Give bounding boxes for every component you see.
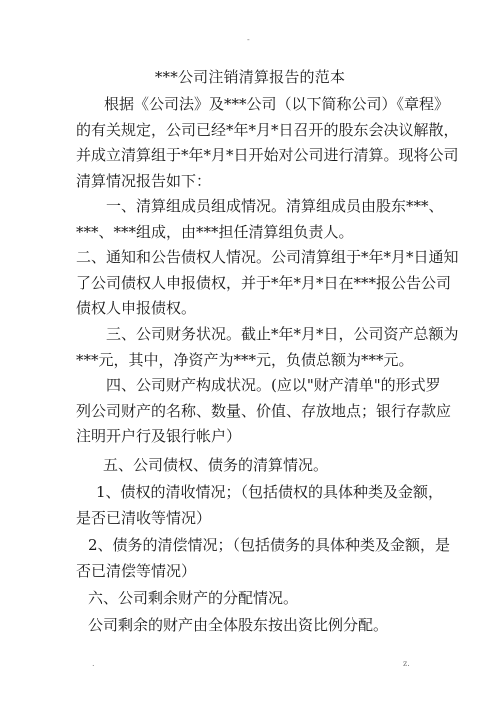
section-6-heading <box>88 586 298 612</box>
intro-line-4: 清算情况报告如下： <box>76 171 212 190</box>
section-5-line-1: 五、公司债权、债务的清算情况。 <box>103 456 329 474</box>
section-1-paragraph <box>76 194 444 245</box>
closing-paragraph <box>88 613 388 639</box>
section-2-line-2: 了公司债权人申报债权，并于*年*月*日在***报公告公司 <box>76 273 452 292</box>
section-1-line-1: 一、清算组成员组成情况。清算组成员由股东***、 <box>106 197 444 215</box>
document-title: ***公司注销清算报告的范本 <box>154 68 346 86</box>
item-1-line-2: 是否已清收等情况） <box>76 508 212 527</box>
item-2-paragraph <box>76 533 450 584</box>
section-2-line-1: 二、通知和公告债权人情况。公司清算组于*年*月*日通知 <box>76 248 459 266</box>
intro-line-2: 的有关规定，公司已经*年*月*日召开的股东会决议解散， <box>76 120 459 139</box>
section-3-line-1: 三、公司财务状况。截止*年*月*日，公司资产总额为 <box>106 325 459 343</box>
section-6-line-1: 六、公司剩余财产的分配情况。 <box>88 589 299 607</box>
top-page-mark: - <box>247 35 250 44</box>
intro-line-1: 根据《公司法》及***公司（以下简称公司）《章程》 <box>104 95 450 113</box>
closing-line-1: 公司剩余的财产由全体股东按出资比例分配。 <box>88 616 389 634</box>
item-1-paragraph <box>76 480 443 531</box>
bottom-left-page-mark: . <box>92 659 95 668</box>
section-2-paragraph <box>76 245 459 322</box>
item-1-line-1: 1、债权的清收情况；（包括债权的具体种类及金额， <box>96 483 444 501</box>
section-2-line-3: 债权人申报债权。 <box>76 299 197 317</box>
section-4-line-1: 四、公司财产构成状况。(应以"财产清单"的形式罗 <box>106 376 441 394</box>
section-3-paragraph <box>76 322 459 373</box>
section-1-line-2: ***、***组成，由***担任清算组负责人。 <box>76 222 354 241</box>
section-4-paragraph <box>76 373 451 450</box>
section-4-line-3: 注明开户行及银行帐户） <box>76 427 242 445</box>
section-5-heading <box>103 453 328 479</box>
section-4-line-2: 列公司财产的名称、数量、价值、存放地点；银行存款应 <box>76 401 452 420</box>
item-2-line-1: 2、债务的清偿情况；（包括债务的具体种类及金额，是 <box>88 536 451 554</box>
item-2-line-2: 否已清偿等情况） <box>76 561 197 580</box>
bottom-right-page-mark: z. <box>403 659 410 668</box>
intro-paragraph <box>76 92 459 194</box>
intro-line-3: 并成立清算组于*年*月*日开始对公司进行清算。现将公司 <box>76 146 459 164</box>
section-3-line-2: ***元，其中，净资产为***元，负债总额为***元。 <box>76 350 414 369</box>
